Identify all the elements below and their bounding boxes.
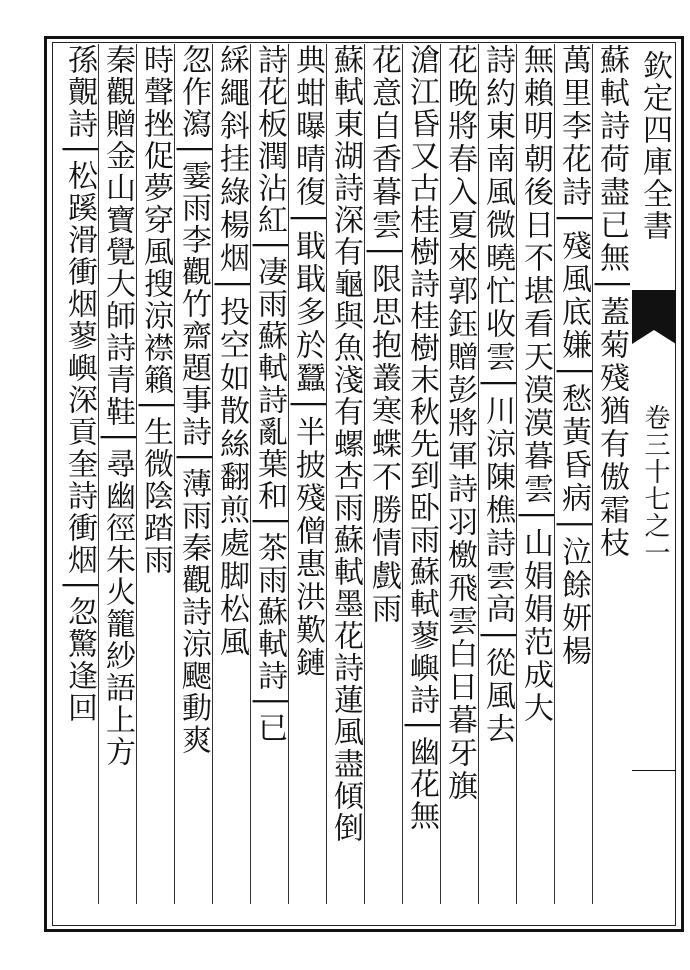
spine-rule xyxy=(632,770,676,771)
text-column: 花意自香暮雲│限思抱叢寒蝶不勝情戲雨 xyxy=(364,44,402,904)
text-body xyxy=(54,44,630,924)
text-column: 蘇軾東湖詩深有龜與魚淺有螺杏雨蘇軾墨花詩蓮風盡傾倒 xyxy=(326,44,364,904)
text-column: 蘇軾詩荷盡已無│蓋菊殘猶有傲霜枝 xyxy=(592,44,630,904)
text-column: 萬里李花詩│殘風底嫌│愁黃昏病│泣餘妍楊 xyxy=(554,44,592,904)
text-column: 孫覿詩│松蹊滑衝烟蓼嶼深貢奎詩衝烟│忽驚逢回 xyxy=(62,44,97,725)
text-column: 綵繩斜挂綠楊烟│投空如散絲翻煎處脚松風 xyxy=(212,44,250,904)
text-column: 詩花板潤沾紅│凄雨蘇軾詩亂葉和│茶雨蘇軾詩│已 xyxy=(250,44,288,904)
text-column: 無賴明朝後日不堪看天漠漠暮雲│山娟娟范成大 xyxy=(516,44,554,904)
book-title: 欽定四庫全書 xyxy=(637,50,672,242)
text-column: 花晚將春入夏來郭鈺贈彭將軍詩羽檄飛雲白日暮牙旗 xyxy=(440,44,478,904)
text-column: 典蚶曝晴復│戢戢多於蠶│半披殘僧惠洪歎鏈 xyxy=(288,44,326,904)
text-column: 忽作瀉│霎雨李觀竹齋題事詩│薄雨秦觀詩涼颸動爽 xyxy=(174,44,212,904)
text-column: 滄江昏又古桂樹詩桂樹末秋先到卧雨蘇軾蓼嶼詩│幽花無 xyxy=(402,44,440,904)
volume-label: 卷三十七之一 xyxy=(640,404,670,566)
text-column: 詩約東南風微曉忙收雲│川涼陳樵詩雲高│從風去 xyxy=(478,44,516,904)
text-column: 時聲挫促夢穿風搜涼襟籟│生微陰踏雨 xyxy=(136,44,174,904)
fish-tail-mark xyxy=(632,290,676,330)
text-column: 秦觀贈金山寶覺大師詩青鞋│尋幽徑朱火籠紗語上方 xyxy=(98,44,136,904)
